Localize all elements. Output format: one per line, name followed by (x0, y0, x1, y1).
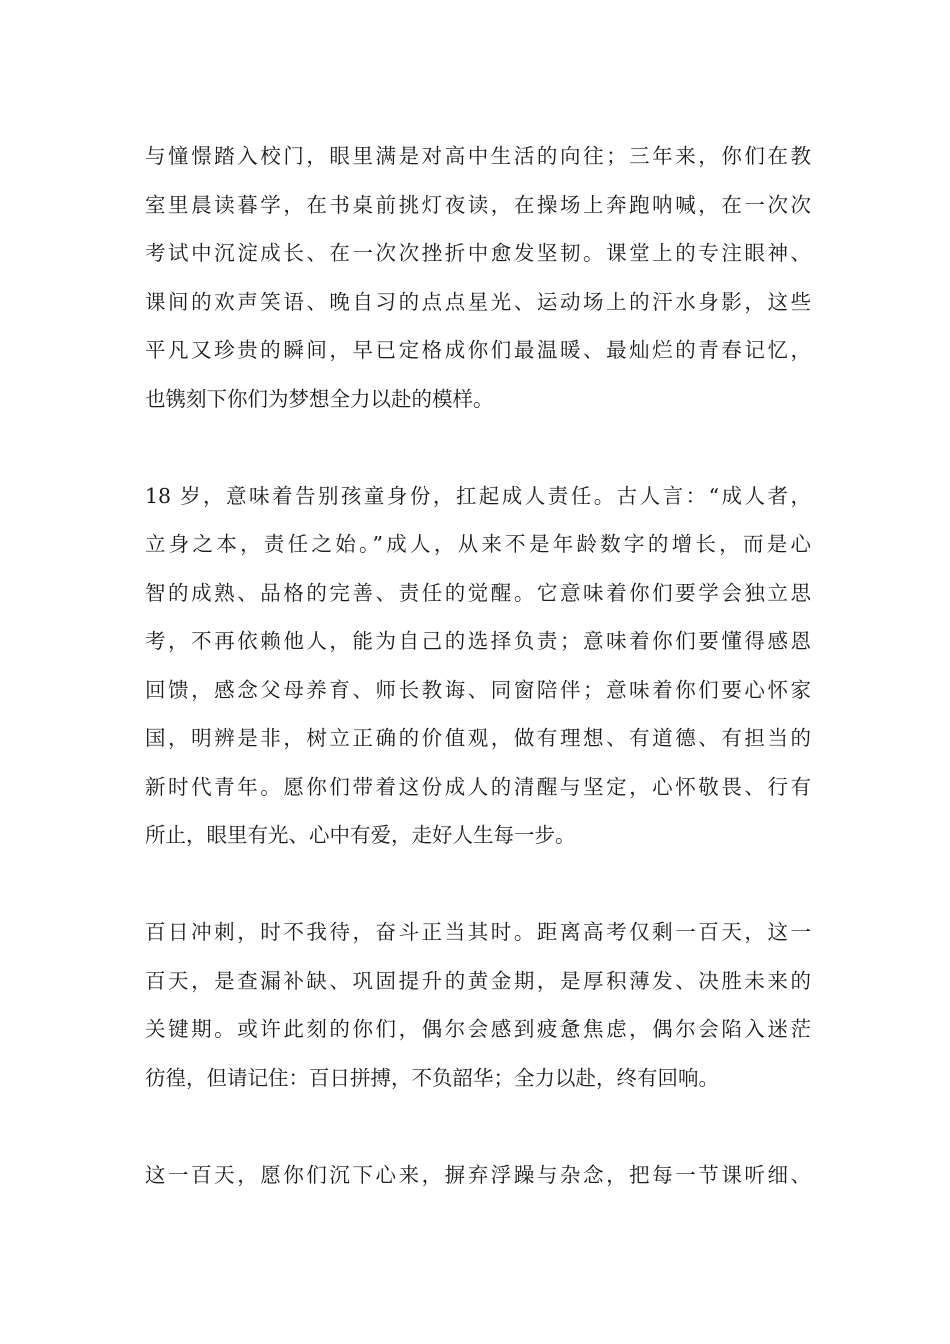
text-line: 立身之本，责任之始。”成人，从来不是年龄数字的增长，而是心 (145, 532, 811, 556)
text-line: 回馈，感念父母养育、师长教诲、同窗陪伴；意味着你们要心怀家 (145, 677, 811, 702)
text-line: 智的成熟、品格的完善、责任的觉醒。它意味着你们要学会独立思 (145, 580, 811, 605)
text-line: 国，明辨是非，树立正确的价值观，做有理想、有道德、有担当的 (145, 726, 811, 750)
text-line: 所止，眼里有光、心中有爱，走好人生每一步。 (145, 823, 576, 847)
text-line: 彷徨，但请记住：百日拼搏，不负韶华；全力以赴，终有回响。 (145, 1065, 719, 1090)
document-body (145, 132, 811, 1248)
text-line: 考，不再依赖他人，能为自己的选择负责；意味着你们要懂得感恩 (145, 629, 811, 653)
text-line: 百日冲刺，时不我待，奋斗正当其时。距离高考仅剩一百天，这一 (145, 920, 811, 944)
text-line: 新时代青年。愿你们带着这份成人的清醒与坚定，心怀敬畏、行有 (145, 774, 811, 799)
text-line: 也镌刻下你们为梦想全力以赴的模样。 (145, 386, 494, 411)
text-line: 平凡又珍贵的瞬间，早已定格成你们最温暖、最灿烂的青春记忆， (145, 338, 811, 362)
text-line: 这一百天，愿你们沉下心来，摒弃浮躁与杂念，把每一节课听细、 (145, 1162, 811, 1187)
text-line: 课间的欢声笑语、晚自习的点点星光、运动场上的汗水身影，这些 (145, 289, 811, 314)
text-line: 考试中沉淀成长、在一次次挫折中愈发坚韧。课堂上的专注眼神、 (145, 241, 811, 265)
paragraph-3 (145, 908, 811, 1102)
text-line: 与憧憬踏入校门，眼里满是对高中生活的向往；三年来，你们在教 (145, 144, 811, 168)
text-line: 百天，是查漏补缺、巩固提升的黄金期，是厚积薄发、决胜未来的 (145, 968, 811, 993)
text-line: 室里晨读暮学，在书桌前挑灯夜读，在操场上奔跑呐喊，在一次次 (145, 192, 811, 217)
paragraph-2 (145, 472, 811, 860)
text-line: 关键期。或许此刻的你们，偶尔会感到疲惫焦虑，偶尔会陷入迷茫 (145, 1017, 811, 1041)
paragraph-4 (145, 1151, 811, 1200)
paragraph-1 (145, 132, 811, 423)
text-line: 18 岁，意味着告别孩童身份，扛起成人责任。古人言：“成人者， (145, 483, 811, 508)
